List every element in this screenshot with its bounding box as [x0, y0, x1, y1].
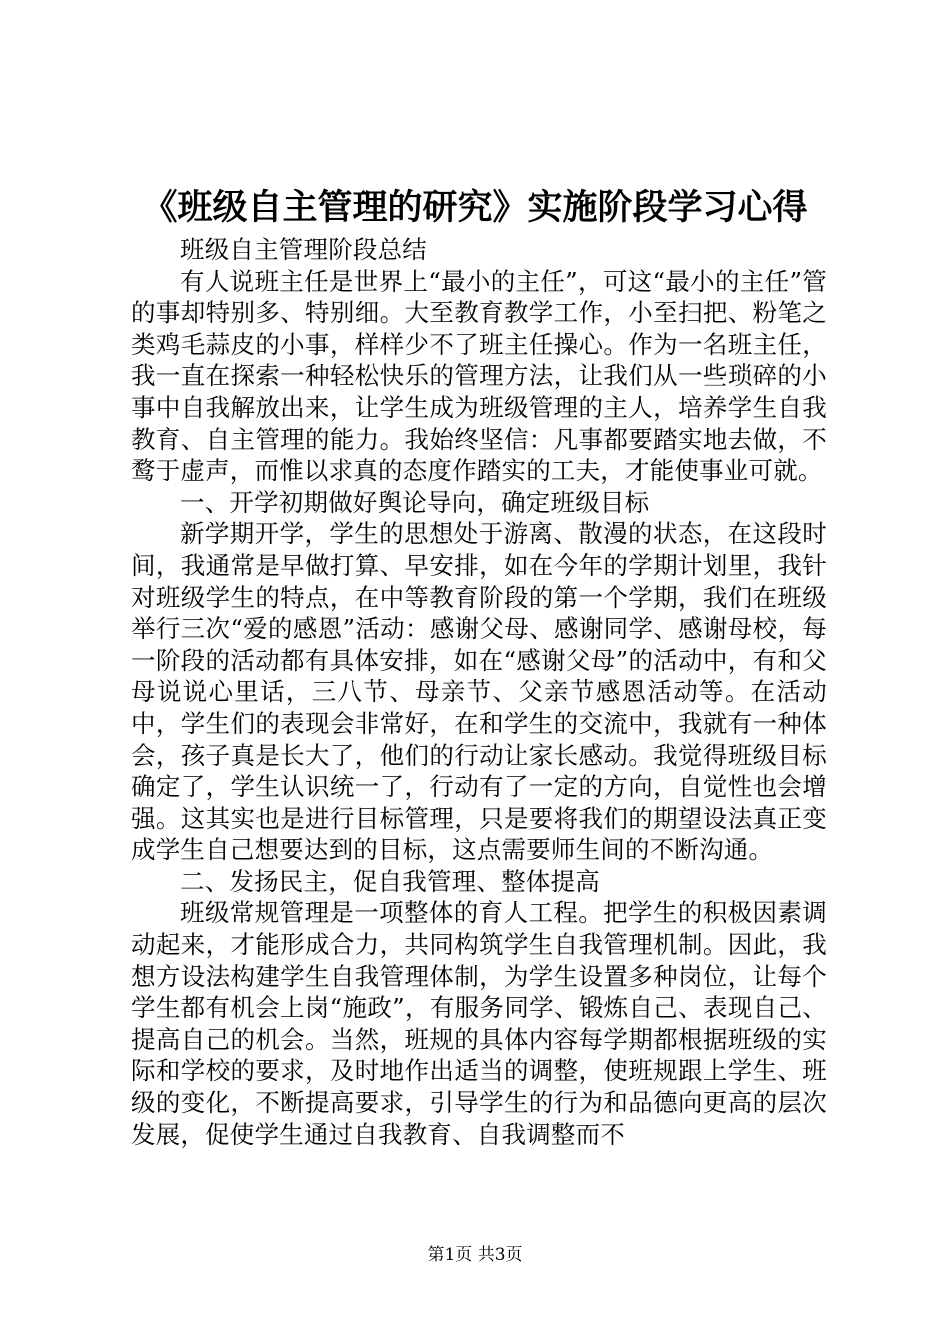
paragraph: 有人说班主任是世界上“最小的主任”，可这“最小的主任”管的事却特别多、特别细。大至教育教学工作，小至扫把、粉笔之类鸡毛蒜皮的小事，样样少不了班主任操心。作为一名班主任，我一直在探索一种轻松快乐的管理方法，让我们从一些琐碎的小事中自我解放出来，让学生成为班级管理的主人，培养学生自我教育、自主管理的能力。我始终坚信：凡事都要踏实地去做，不鹜于虚声，而惟以求真的态度作踏实的工夫，才能使事业可就。: [131, 266, 827, 486]
section-heading: 二、发扬民主，促自我管理、整体提高: [180, 866, 600, 896]
section-heading: 一、开学初期做好舆论导向，确定班级目标: [180, 487, 650, 517]
section-heading: 班级自主管理阶段总结: [180, 235, 427, 264]
document-body: [131, 234, 827, 1150]
paragraph: 新学期开学，学生的思想处于游离、散漫的状态，在这段时间，我通常是早做打算、早安排，如在今年的学期计划里，我针对班级学生的特点，在中等教育阶段的第一个学期，我们在班级举行三次“爱的感恩”活动：感谢父母、感谢同学、感谢母校，每一阶段的活动都有具体安排，如在“感谢父母”的活动中，有和父母说说心里话，三八节、母亲节、父亲节感恩活动等。在活动中，学生们的表现会非常好，在和学生的交流中，我就有一种体会，孩子真是长大了，他们的行动让家长感动。我觉得班级目标确定了，学生认识统一了，行动有了一定的方向，自觉性也会增强。这其实也是进行目标管理，只是要将我们的期望设法真正变成学生自己想要达到的目标，这点需要师生间的不断沟通。: [131, 519, 827, 865]
document-title: 《班级自主管理的研究》实施阶段学习心得: [142, 188, 808, 228]
page-number-footer: 第1页 共3页: [427, 1245, 523, 1265]
paragraph: 班级常规管理是一项整体的育人工程。把学生的积极因素调动起来，才能形成合力，共同构筑学生自我管理机制。因此，我想方设法构建学生自我管理体制，为学生设置多种岗位，让每个学生都有机会上岗“施政”，有服务同学、锻炼自己、表现自己、提高自己的机会。当然，班规的具体内容每学期都根据班级的实际和学校的要求，及时地作出适当的调整，使班规跟上学生、班级的变化，不断提高要求，引导学生的行为和品德向更高的层次发展，促使学生通过自我教育、自我调整而不: [131, 898, 827, 1149]
